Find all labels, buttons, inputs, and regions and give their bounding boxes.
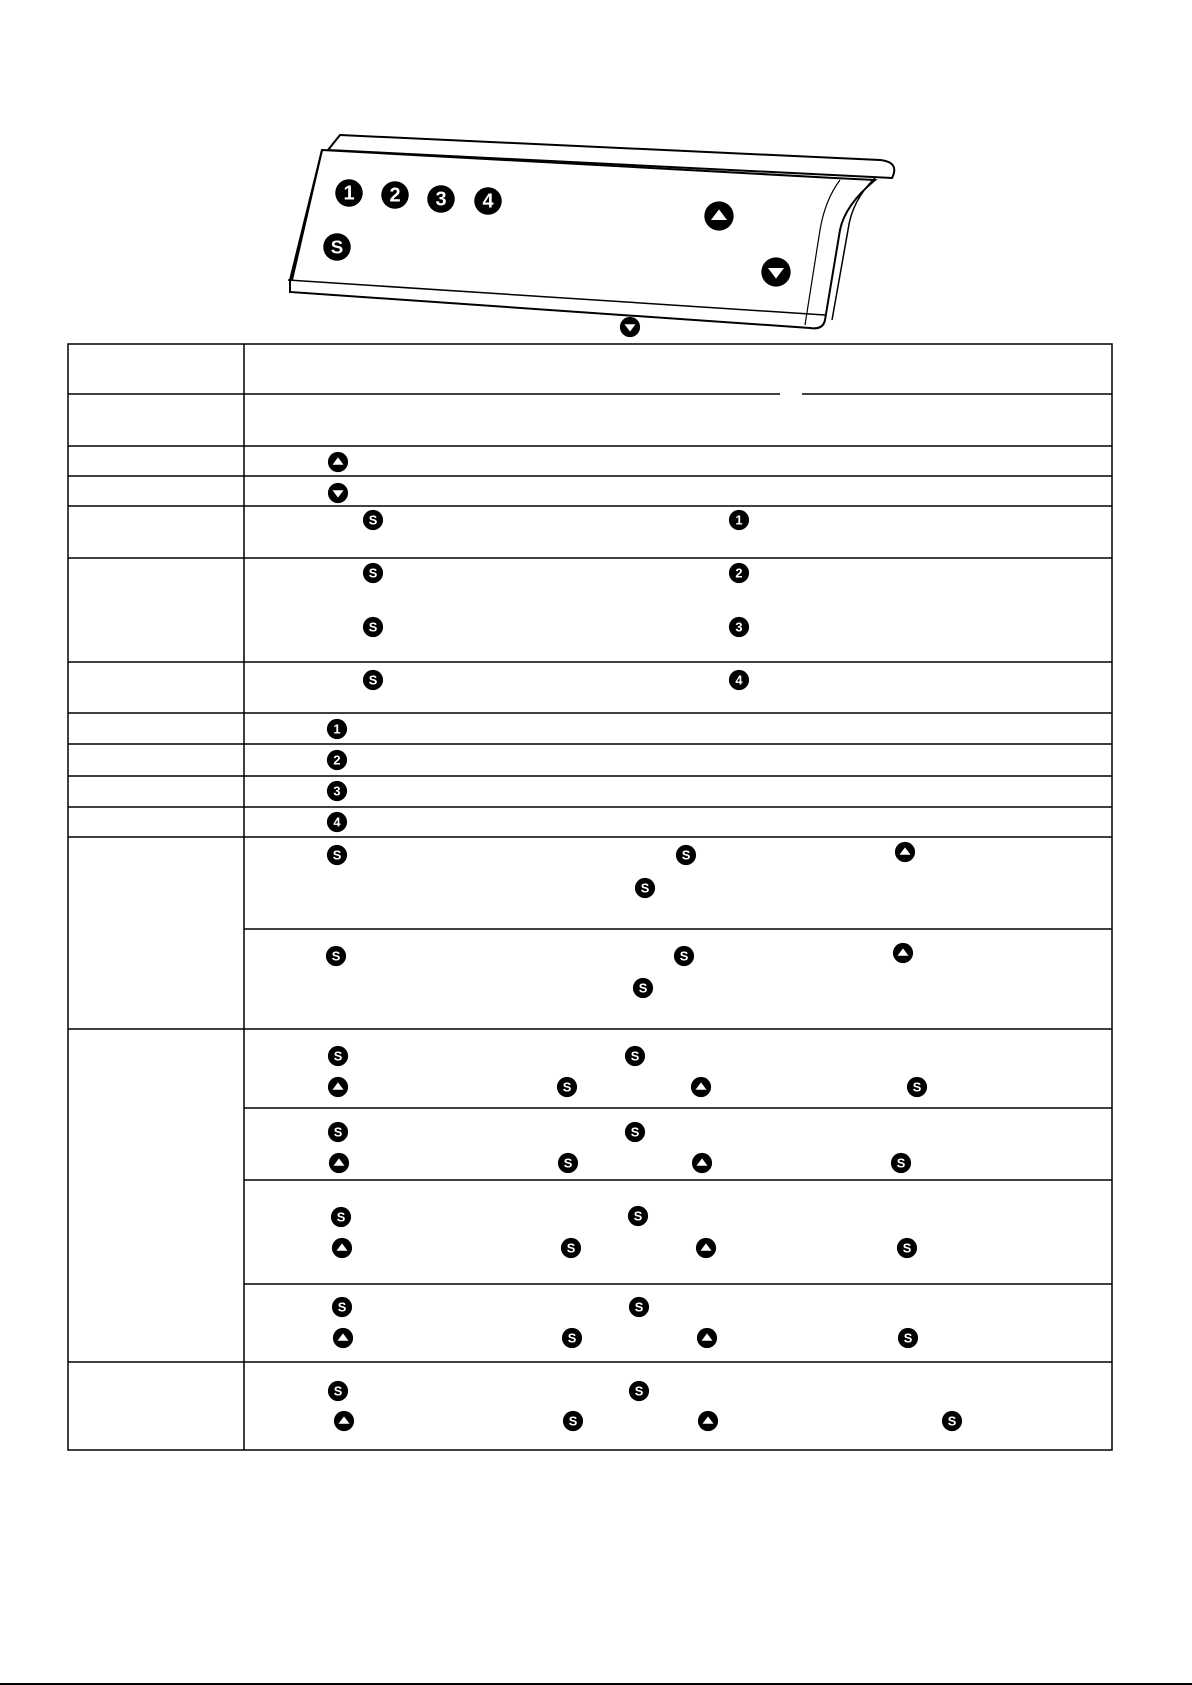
row-3-icon: [326, 780, 348, 802]
svg-text:4: 4: [482, 190, 494, 213]
keypad-button-4-icon: [473, 186, 503, 216]
row-up-arrow-icon: [894, 841, 916, 863]
keypad-down-arrow-icon: [760, 256, 792, 288]
row-s-icon: [632, 977, 654, 999]
svg-text:S: S: [638, 980, 648, 996]
row-up-arrow-icon: [892, 942, 914, 964]
svg-text:S: S: [330, 236, 344, 258]
svg-text:S: S: [332, 847, 342, 863]
row-s-icon: [675, 844, 697, 866]
keypad-illustration: [280, 120, 900, 330]
svg-text:S: S: [681, 847, 691, 863]
svg-text:S: S: [337, 1299, 347, 1315]
svg-text:3: 3: [735, 619, 743, 635]
row-s-icon: [327, 1121, 349, 1143]
row-s-icon: [624, 1045, 646, 1067]
row-s-icon: [331, 1296, 353, 1318]
svg-text:S: S: [331, 948, 341, 964]
svg-text:S: S: [368, 512, 378, 528]
svg-text:S: S: [633, 1208, 643, 1224]
svg-text:S: S: [902, 1240, 912, 1256]
row-s-icon: [941, 1410, 963, 1432]
row-s-icon: [897, 1327, 919, 1349]
svg-text:S: S: [368, 619, 378, 635]
svg-text:S: S: [368, 565, 378, 581]
keypad-button-3-icon: [426, 184, 456, 214]
row-1-icon: [728, 509, 750, 531]
down-arrow-icon: [619, 316, 641, 338]
svg-text:S: S: [563, 1155, 573, 1171]
svg-text:S: S: [630, 1124, 640, 1140]
svg-text:S: S: [336, 1209, 346, 1225]
row-s-icon: [362, 562, 384, 584]
row-2-icon: [326, 749, 348, 771]
row-up-arrow-icon: [695, 1237, 717, 1259]
row-s-icon: [890, 1152, 912, 1174]
row-4-icon: [728, 669, 750, 691]
row-up-arrow-icon: [331, 1237, 353, 1259]
svg-text:S: S: [634, 1383, 644, 1399]
row-down-arrow-icon: [327, 482, 349, 504]
svg-text:2: 2: [389, 184, 401, 207]
row-up-arrow-icon: [333, 1410, 355, 1432]
svg-text:S: S: [562, 1079, 572, 1095]
row-s-icon: [362, 616, 384, 638]
svg-text:S: S: [634, 1299, 644, 1315]
row-s-icon: [624, 1121, 646, 1143]
row-up-arrow-icon: [327, 1076, 349, 1098]
row-s-icon: [561, 1327, 583, 1349]
svg-text:2: 2: [735, 565, 743, 581]
row-up-arrow-icon: [332, 1327, 354, 1349]
svg-text:S: S: [630, 1048, 640, 1064]
svg-text:3: 3: [435, 188, 447, 211]
svg-text:3: 3: [333, 783, 341, 799]
row-s-icon: [560, 1237, 582, 1259]
row-s-icon: [634, 877, 656, 899]
row-up-arrow-icon: [696, 1327, 718, 1349]
row-s-icon: [627, 1205, 649, 1227]
svg-text:S: S: [912, 1079, 922, 1095]
svg-text:S: S: [896, 1155, 906, 1171]
row-s-icon: [330, 1206, 352, 1228]
row-4-icon: [326, 811, 348, 833]
svg-text:2: 2: [333, 752, 341, 768]
keypad-up-arrow-icon: [703, 200, 735, 232]
svg-text:S: S: [368, 672, 378, 688]
row-3-icon: [728, 616, 750, 638]
svg-text:1: 1: [735, 512, 743, 528]
row-s-icon: [562, 1410, 584, 1432]
svg-text:4: 4: [735, 672, 743, 688]
row-s-icon: [326, 844, 348, 866]
row-up-arrow-icon: [328, 1152, 350, 1174]
row-s-icon: [896, 1237, 918, 1259]
svg-text:S: S: [567, 1330, 577, 1346]
row-s-icon: [673, 945, 695, 967]
row-s-icon: [325, 945, 347, 967]
row-up-arrow-icon: [697, 1410, 719, 1432]
svg-text:4: 4: [333, 814, 341, 830]
svg-text:1: 1: [343, 182, 355, 205]
svg-text:S: S: [679, 948, 689, 964]
row-s-icon: [362, 669, 384, 691]
row-s-icon: [628, 1296, 650, 1318]
svg-text:S: S: [640, 880, 650, 896]
keypad-button-s-icon: [322, 232, 352, 262]
svg-text:S: S: [566, 1240, 576, 1256]
row-up-arrow-icon: [691, 1152, 713, 1174]
svg-text:S: S: [333, 1048, 343, 1064]
row-s-icon: [906, 1076, 928, 1098]
row-2-icon: [728, 562, 750, 584]
row-1-icon: [326, 718, 348, 740]
keypad-button-1-icon: [334, 178, 364, 208]
keypad-button-2-icon: [380, 180, 410, 210]
svg-text:S: S: [333, 1383, 343, 1399]
svg-text:S: S: [903, 1330, 913, 1346]
row-s-icon: [557, 1152, 579, 1174]
row-s-icon: [556, 1076, 578, 1098]
row-s-icon: [327, 1045, 349, 1067]
row-s-icon: [628, 1380, 650, 1402]
svg-text:S: S: [947, 1413, 957, 1429]
svg-text:1: 1: [333, 721, 341, 737]
row-up-arrow-icon: [327, 451, 349, 473]
divider-gap: [780, 393, 802, 396]
svg-text:S: S: [568, 1413, 578, 1429]
row-up-arrow-icon: [690, 1076, 712, 1098]
row-s-icon: [362, 509, 384, 531]
svg-text:S: S: [333, 1124, 343, 1140]
row-s-icon: [327, 1380, 349, 1402]
